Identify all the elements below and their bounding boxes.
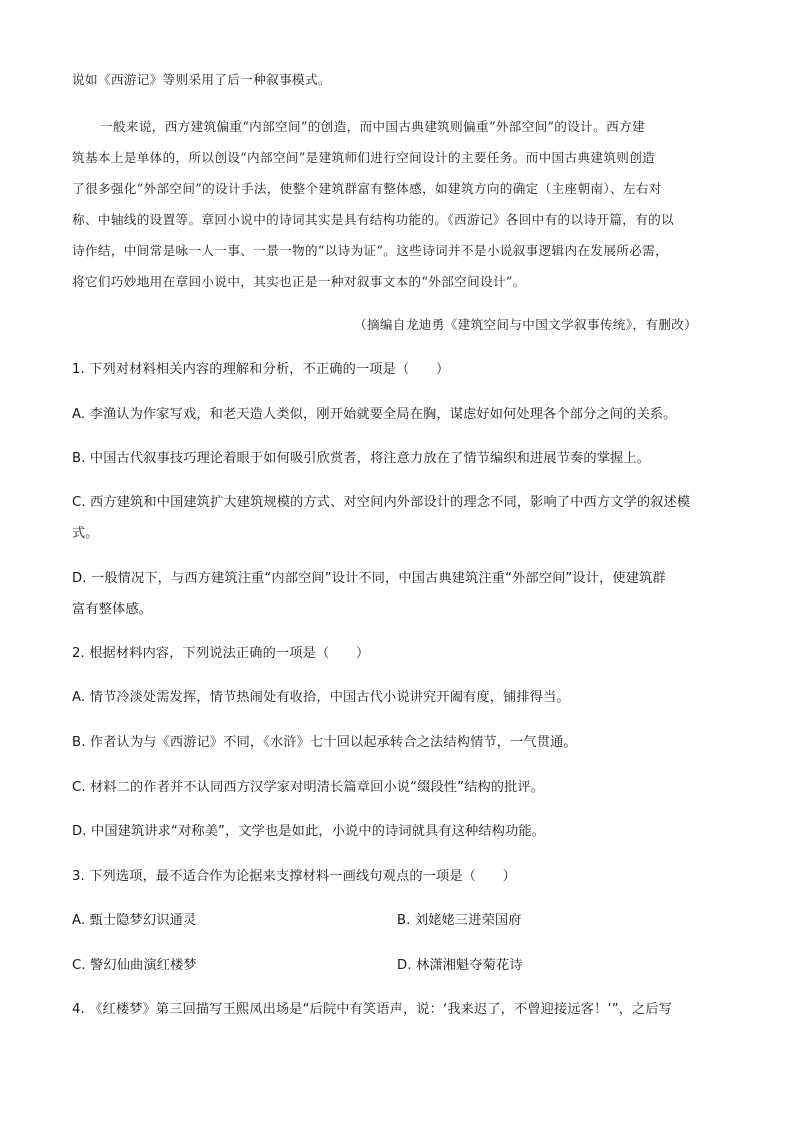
material-paragraph-line: 称、中轴线的设置等。章回小说中的诗词其实是具有结构功能的。《西游记》各回中有的以诗开篇，有的以 [72,212,675,227]
question-3-option-d: D. 林潇湘魁夺菊花诗 [397,958,523,973]
material-source: （摘编自龙迪勇《建筑空间与中国文学叙事传统》，有删改） [354,317,698,332]
question-1-option-d-cont: 富有整体感。 [72,602,153,617]
question-2-option-b: B. 作者认为与《西游记》不同，《水浒》七十回以起承转合之法结构情节，一气贯通。 [72,735,577,750]
question-1-option-c-cont: 式。 [72,526,99,541]
material-paragraph-line: 一般来说，西方建筑偏重“内部空间”的创造，而中国古典建筑则偏重“外部空间”的设计。西方建 [100,119,645,134]
material-paragraph-line: 了很多强化“外部空间”的设计手法，使整个建筑群富有整体感，如建筑方向的确定（主座朝南）、左右对 [72,181,662,196]
question-2-stem: 2. 根据材料内容，下列说法正确的一项是（ ） [72,646,370,661]
question-3-option-c: C. 警幻仙曲演红楼梦 [72,958,197,973]
material-paragraph-line: 诗作结，中间常是咏一人一事、一景一物的“以诗为证”。这些诗词并不是小说叙事逻辑内在发展所必需， [72,243,669,258]
question-1-option-c: C. 西方建筑和中国建筑扩大建筑规模的方式、对空间内外部设计的理念不同，影响了中西方文学的叙述模 [72,495,691,510]
question-4-stem: 4. 《红楼梦》第三回描写王熙凤出场是“后院中有笑语声，说：‘我来迟了，不曾迎接远客！’”，之后写 [72,1002,673,1017]
question-1-option-d: D. 一般情况下，与西方建筑注重“内部空间”设计不同，中国古典建筑注重“外部空间”设计，使建筑群 [72,571,666,586]
question-1-stem: 1. 下列对材料相关内容的理解和分析，不正确的一项是（ ） [72,362,450,377]
material-intro-line: 说如《西游记》等则采用了后一种叙事模式。 [72,72,331,87]
question-2-option-a: A. 情节冷淡处需发挥，情节热闹处有收拾，中国古代小说讲究开阖有度，铺排得当。 [72,690,570,705]
question-2-option-d: D. 中国建筑讲求“对称美”，文学也是如此，小说中的诗词就具有这种结构功能。 [72,824,546,839]
question-3-option-a: A. 甄士隐梦幻识通灵 [72,913,197,928]
material-paragraph-line: 将它们巧妙地用在章回小说中，其实也正是一种对叙事文本的“外部空间设计”。 [72,274,526,289]
question-1-option-a: A. 李渔认为作家写戏，和老天造人类似，刚开始就要全局在胸，谋虑好如何处理各个部分之间的关系。 [72,407,677,422]
question-2-option-c: C. 材料二的作者并不认同西方汉学家对明清长篇章回小说“缀段性”结构的批评。 [72,780,545,795]
question-3-stem: 3. 下列选项，最不适合作为论据来支撑材料一画线句观点的一项是（ ） [72,869,517,884]
question-3-option-b: B. 刘姥姥三进荣国府 [397,913,522,928]
material-paragraph-line: 筑基本上是单体的，所以创设“内部空间”是建筑师们进行空间设计的主要任务。而中国古典建筑则创造 [72,150,656,165]
question-1-option-b: B. 中国古代叙事技巧理论着眼于如何吸引欣赏者，将注意力放在了情节编织和进展节奏的掌握上。 [72,451,651,466]
